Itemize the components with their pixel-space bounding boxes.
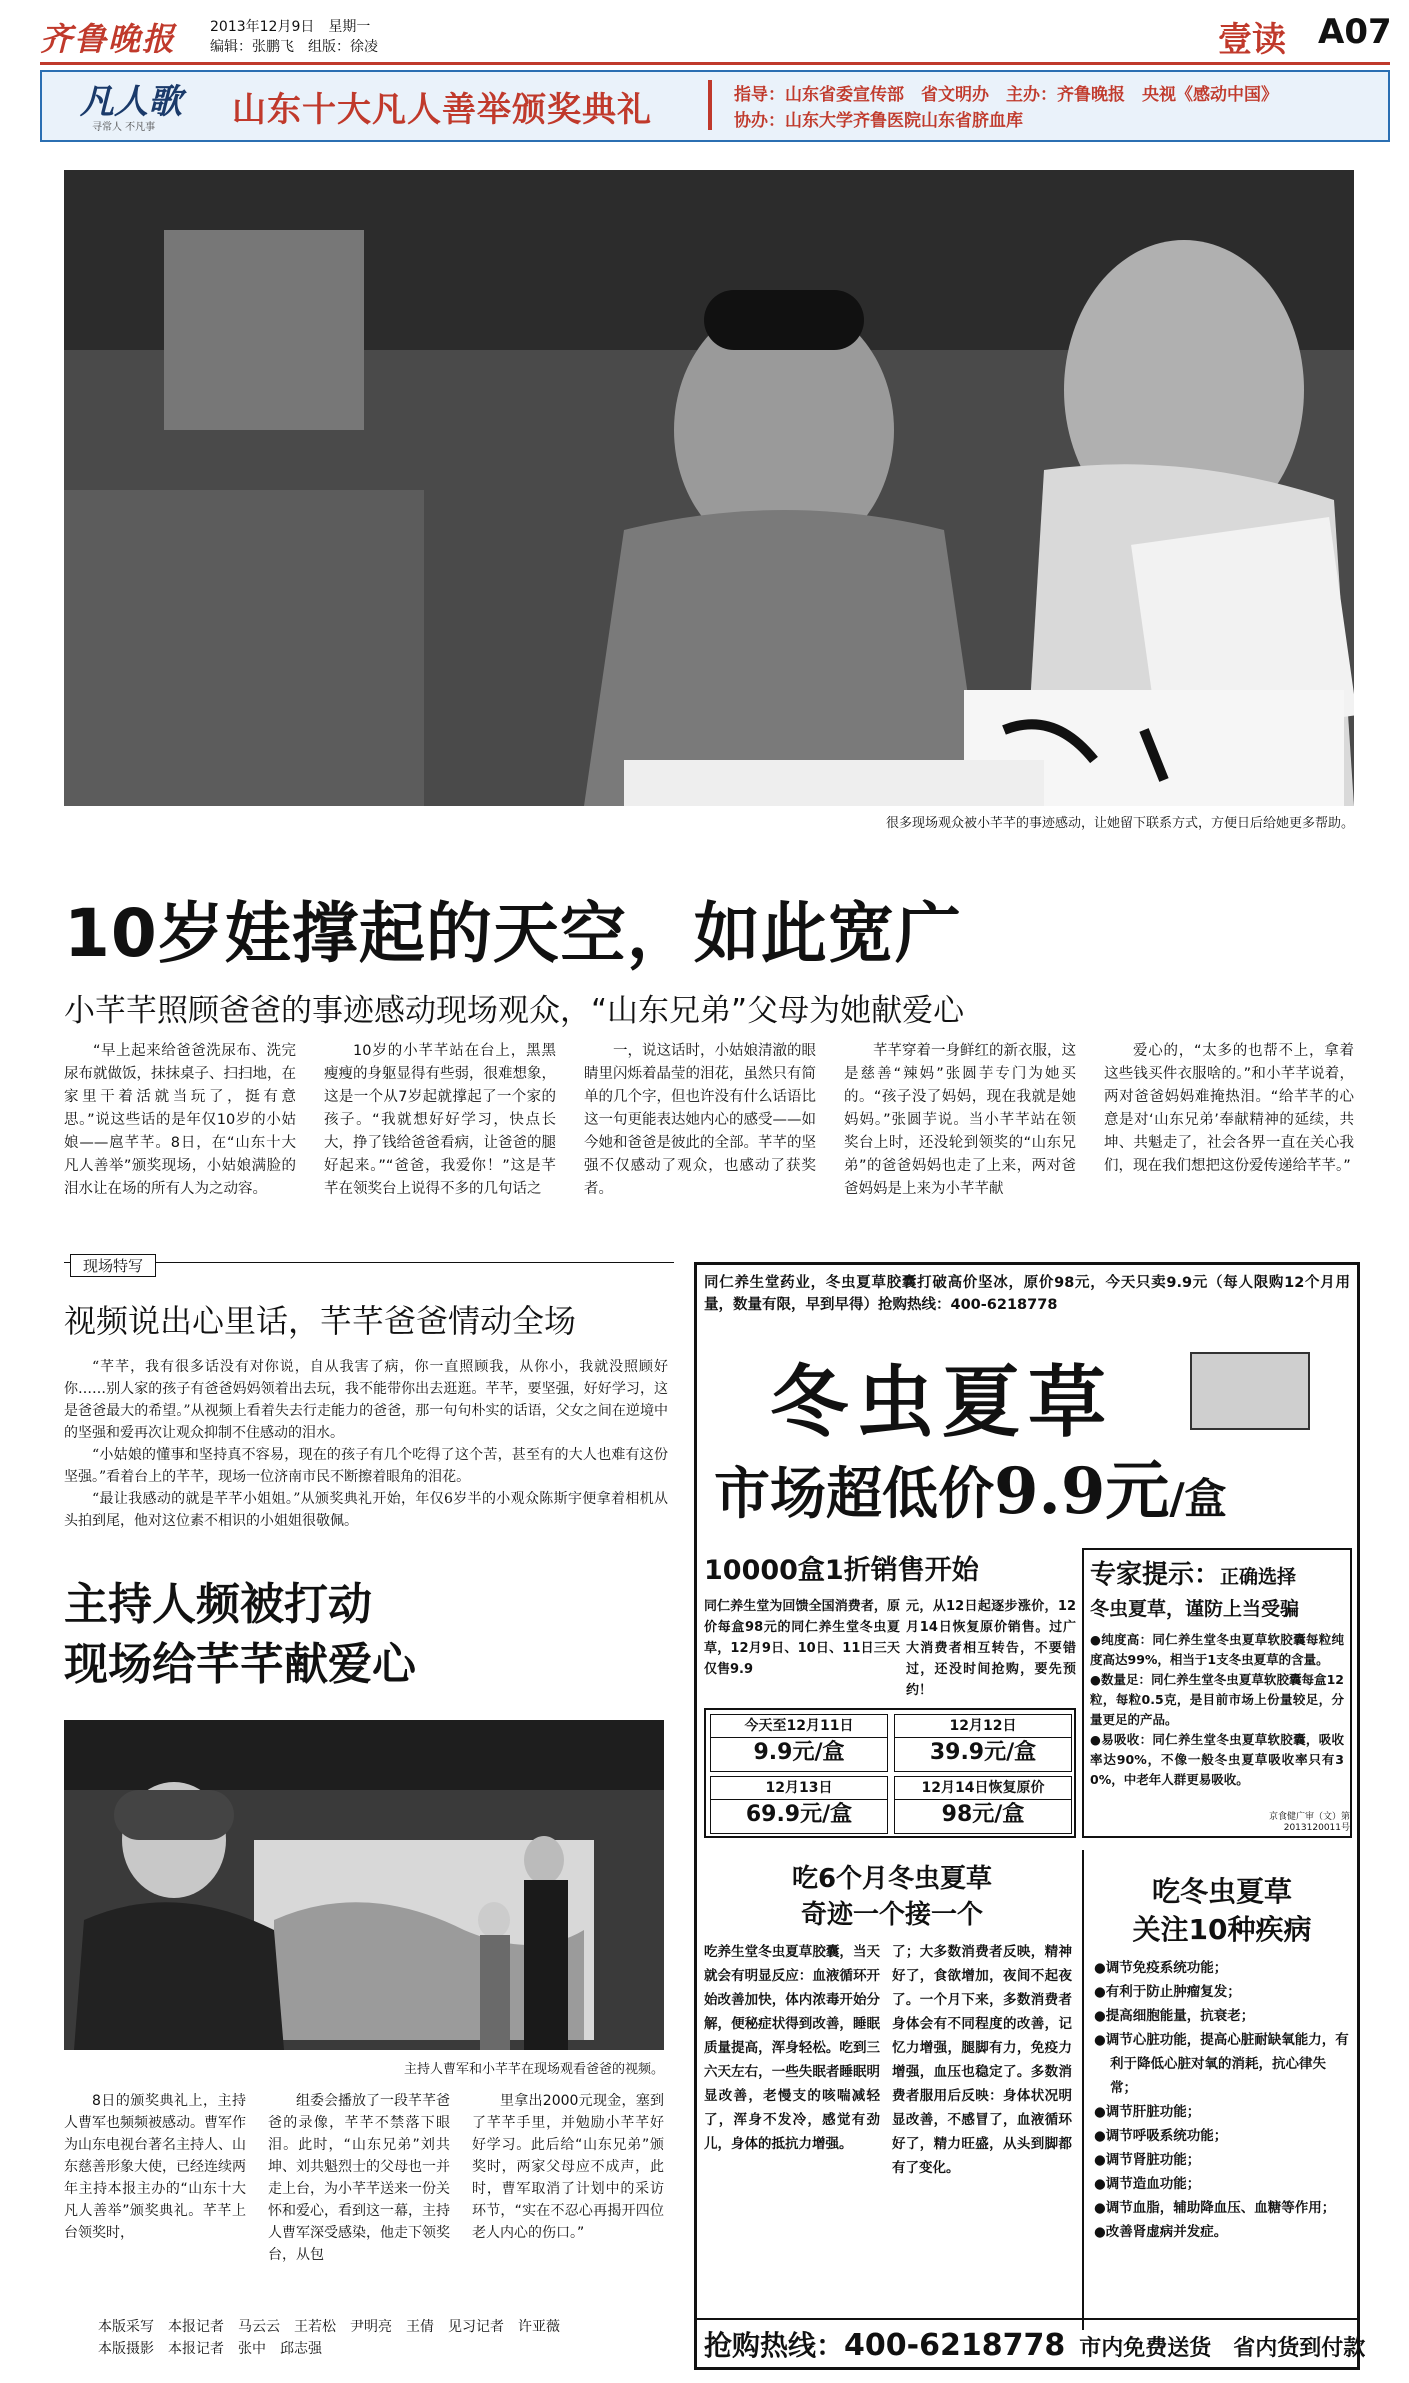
masthead-rule: [40, 62, 1390, 65]
top-photo-caption: 很多现场观众被小芊芊的事迹感动，让她留下联系方式，方便日后给她更多帮助。: [885, 816, 1354, 831]
ad-right-item: ●提高细胞能量，抗衰老；: [1094, 2008, 1255, 2024]
sidebar-body: “芊芊，我有很多话没有对你说，自从我害了病，你一直照顾我，从你小，我就没照顾好你……别人家的孩子有爸爸妈妈领着出去玩，我不能带你出去逛逛。芊芊，要坚强，好好学习，这是爸爸最大的希望。”从视频上看着失去行走能力的爸爸，那一句句朴实的话语，父女之间在逆境中的坚强和爱再次让观众抑制不住感动的泪水。 “小姑娘的懂事和坚持真不容易，现在的孩子有几个吃得了这个苦，甚至有的大人也难有这份坚强。”看着台上的芊芊，现场一位济南市民不断擦着眼角的泪花。 “最让我感动的就是芊芊小姐姐。”从颁奖典礼开始，年仅6岁半的小观众陈斯宇便拿着相机从头拍到尾，他对这位素不相识的小姐姐很敬佩。: [64, 1359, 668, 1529]
ad-promo-heading: 10000盒1折销售开始: [704, 1555, 979, 1586]
credits-line-2: 本版摄影 本报记者 张中 邱志强: [98, 2341, 322, 2357]
ad-price-value-cell: 9.9元/盒: [753, 1740, 845, 1765]
top-photo: [64, 170, 1354, 806]
ad-product-box-image: [1190, 1352, 1310, 1430]
banner-logo-sub: 寻常人 不凡事: [92, 122, 156, 133]
ad-hotline-note: 市内免费送货 省内货到付款: [1079, 2336, 1366, 2361]
ad-price-date: 今天至12月11日: [711, 1715, 887, 1738]
second-headline-line2: 现场给芊芊献爱心: [64, 1639, 416, 1690]
ad-price-cell-1: [710, 1714, 888, 1772]
ad-expert-title-sub: 正确选择: [1220, 1566, 1297, 1588]
ad-price-unit: /盒: [1169, 1474, 1227, 1523]
ad-price-table: [704, 1708, 1076, 1838]
ad-price-date: 12月12日: [895, 1715, 1071, 1738]
article-column-1: “早上起来给爸爸洗尿布、洗完尿布就做饭，抹抹桌子、扫扫地，在家里干着活就当玩了，挺有意思。”说这些话的是年仅10岁的小姑娘——扈芊芊。8日，在“山东十大凡人善举”颁奖现场，小姑娘满脸的泪水让在场的所有人为之动容。: [64, 1043, 296, 1197]
ad-hotline-number: 400-6218778: [844, 2328, 1066, 2363]
ad-left-heading-2: 奇迹一个接一个: [800, 1900, 983, 1930]
ad-price-value-cell: 69.9元/盒: [745, 1802, 853, 1827]
ad-right-item: ●调节肝脏功能；: [1094, 2104, 1201, 2120]
ad-right-heading-2: 关注10种疾病: [1132, 1913, 1312, 1946]
ad-price-value: 9.9元: [994, 1454, 1170, 1529]
article-column-4: 芊芊穿着一身鲜红的新衣服，这是慈善“辣妈”张圆芋专门为她买的。“孩子没了妈妈，现在我就是她妈妈。”张圆芋说。当小芊芊站在领奖台上时，还没轮到领奖的“山东兄弟”的爸爸妈妈也走了上来，两对爸爸妈妈是上来为小芊芊献: [844, 1043, 1076, 1197]
ad-title: 冬虫夏草: [770, 1357, 1115, 1448]
ad-right-list: [1094, 1956, 1350, 2244]
ad-promo-left: 同仁养生堂为回馈全国消费者，原价每盒98元的同仁养生堂冬虫夏草，12月9日、10日、11日三天仅售9.9: [704, 1599, 900, 1677]
ad-left-heading-1: 吃6个月冬虫夏草: [791, 1864, 993, 1894]
ad-hotline-label: 抢购热线：: [704, 2329, 845, 2362]
newspaper-logo: 齐鲁晚报: [40, 20, 177, 58]
photo-illustration: [64, 170, 1354, 806]
main-headline: 10岁娃撑起的天空，如此宽广: [64, 895, 962, 972]
ad-expert-item: ●易吸收：同仁养生堂冬虫夏草软胶囊，吸收率达90%，不像一般冬虫夏草吸收率只有30%，中老年人群更易吸收。: [1090, 1732, 1344, 1787]
ad-price-prefix: 市场超低价: [714, 1461, 994, 1527]
page-number: A07: [1318, 12, 1392, 52]
ad-right-item: ●改善肾虚病并发症。: [1094, 2224, 1228, 2240]
banner-logo: 凡人歌: [80, 82, 182, 122]
second-headline-line1: 主持人频被打动: [64, 1579, 372, 1630]
banner-sponsors-line1: 指导：山东省委宣传部 省文明办 主办：齐鲁晚报 央视《感动中国》: [734, 85, 1278, 105]
ad-right-heading-1: 吃冬虫夏草: [1151, 1875, 1292, 1908]
second-photo-illustration: [64, 1720, 664, 2050]
ad-left-column-2: 了；大多数消费者反映，精神好了，食欲增加，夜间不起夜了。一个月下来，多数消费者身体会有不同程度的改善，记忆力增强，腿脚有力，免疫力增强，血压也稳定了。多数消费者服用后反映：身体状况明显改善，不感冒了，血液循环好了，精力旺盛，从头到脚都有了变化。: [892, 1944, 1072, 2176]
ad-top-text: 同仁养生堂药业，冬虫夏草胶囊打破高价坚冰，原价98元，今天只卖9.9元（每人限购12个月用量，数量有限，早到早得）抢购热线：400-6218778: [704, 1275, 1350, 1313]
article-column-3: 一，说这话时，小姑娘清澈的眼睛里闪烁着晶莹的泪花，虽然只有简单的几个字，但也许没有什么话语比这一句更能表达她内心的感受——如今她和爸爸是彼此的全部。芊芊的坚强不仅感动了观众，也感动了获奖者。: [584, 1043, 816, 1197]
ad-hotline: [704, 2324, 1365, 2364]
ad-expert-title: [1090, 1554, 1296, 1591]
ad-promo-right: 元，从12日起逐步涨价，12月14日恢复原价销售。过广大消费者相互转告，不要错过，还没时间抢购，要先预约！: [906, 1599, 1076, 1698]
credits-line-1: 本版采写 本报记者 马云云 王若松 尹明亮 王倩 见习记者 许亚薇: [98, 2319, 560, 2335]
banner-divider: [708, 80, 712, 130]
second-column-3: 里拿出2000元现金，塞到了芊芊手里，并勉励小芊芊好好学习。此后给“山东兄弟”颁奖时，两家父母应不成声，此时，曹军取消了计划中的采访环节，“实在不忍心再揭开四位老人内心的伤口。”: [472, 2093, 664, 2241]
editor-line: 编辑：张鹏飞 组版：徐凌: [210, 39, 378, 55]
second-column-1: 8日的颁奖典礼上，主持人曹军也频频被感动。曹军作为山东电视台著名主持人、山东慈善形象大使，已经连续两年主持本报主办的“山东十大凡人善举”颁奖典礼。芊芊上台领奖时，: [64, 2093, 246, 2241]
ad-expert-item: ●数量足：同仁养生堂冬虫夏草软胶囊每盒12粒，每粒0.5克，是目前市场上份量较足，分量更足的产品。: [1090, 1672, 1344, 1727]
ad-right-item: ●调节造血功能；: [1094, 2176, 1201, 2192]
banner-title: 山东十大凡人善举颁奖典礼: [232, 90, 652, 130]
ad-right-item: ●调节血脂，辅助降血压、血糖等作用；: [1094, 2200, 1336, 2216]
ad-price-date: 12月13日: [711, 1777, 887, 1800]
ad-price-value-cell: 39.9元/盒: [929, 1740, 1037, 1765]
second-column-2: 组委会播放了一段芊芊爸爸的录像，芊芊不禁落下眼泪。此时，“山东兄弟”刘共坤、刘共魁烈士的父母也一并走上台，为小芊芊送来一份关怀和爱心，看到这一幕，主持人曹军深受感染，他走下领奖台，从包: [268, 2093, 450, 2263]
article-column-5: 爱心的，“太多的也帮不上，拿着这些钱买件衣服啥的。”和小芊芊说着，两对爸爸妈妈难掩热泪。“给芊芊的心意是对‘山东兄弟’奉献精神的延续，共坤、共魁走了，社会各界一直在关心我们，现在我们想把这份爱传递给芊芊。”: [1104, 1043, 1354, 1174]
ad-price-cell-3: [710, 1776, 888, 1834]
article-column-2: 10岁的小芊芊站在台上，黑黑瘦瘦的身躯显得有些弱，很难想象，这是一个从7岁起就撑起了一个家的孩子。“我就想好好学习，快点长大，挣了钱给爸爸看病，让爸爸的腿好起来。”“爸爸，我爱你！”这是芊芊在领奖台上说得不多的几句话之: [324, 1043, 556, 1197]
ad-left-column-1: 吃养生堂冬虫夏草胶囊，当天就会有明显反应：血液循环开始改善加快，体内浓毒开始分解，便秘症状得到改善，睡眠质量提高，浑身轻松。吃到三六天左右，一些失眠者睡眠明显改善，老慢支的咳喘减轻了，浑身不发冷，感觉有劲儿，身体的抵抗力增强。: [704, 1944, 880, 2152]
ad-price-value-cell: 98元/盒: [941, 1802, 1025, 1827]
second-photo: [64, 1720, 664, 2050]
ad-right-item: ●调节心脏功能，提高心脏耐缺氧能力，有利于降低心脏对氧的消耗，抗心律失常；: [1094, 2032, 1349, 2096]
ad-expert-item: ●纯度高：同仁养生堂冬虫夏草软胶囊每粒纯度高达99%，相当于1支冬虫夏草的含量。: [1090, 1632, 1344, 1667]
ad-approval-stamp: 京食健广审（文）第2013120011号: [1268, 1812, 1350, 1833]
ad-right-item: ●调节呼吸系统功能；: [1094, 2128, 1228, 2144]
sub-headline: 小芊芊照顾爸爸的事迹感动现场观众，“山东兄弟”父母为她献爱心: [64, 993, 965, 1029]
date-line: 2013年12月9日 星期一: [210, 19, 371, 35]
banner-sponsors-line2: 协办：山东大学齐鲁医院山东省脐血库: [734, 111, 1023, 131]
ad-right-item: ●有利于防止肿瘤复发；: [1094, 1984, 1241, 2000]
ad-price-cell-2: [894, 1714, 1072, 1772]
ad-price-line: [714, 1440, 1227, 1532]
ad-hotline-rule: [697, 2318, 1357, 2320]
ad-lower-divider: [1082, 1850, 1084, 2330]
ad-right-item: ●调节肾脏功能；: [1094, 2152, 1201, 2168]
ad-right-item: ●调节免疫系统功能；: [1094, 1960, 1228, 1976]
section-label: 壹读: [1218, 20, 1286, 60]
sidebar-headline: 视频说出心里话，芊芊爸爸情动全场: [64, 1302, 577, 1340]
ad-expert-list: [1090, 1630, 1344, 1790]
ad-expert-subtitle: 冬虫夏草，谨防上当受骗: [1090, 1598, 1300, 1620]
ad-expert-title-main: 专家提示：: [1090, 1560, 1221, 1590]
ad-price-date: 12月14日恢复原价: [895, 1777, 1071, 1800]
sidebar-tag: 现场特写: [70, 1254, 156, 1277]
ad-price-cell-4: [894, 1776, 1072, 1834]
second-photo-caption: 主持人曹军和小芊芊在现场观看爸爸的视频。: [403, 2062, 664, 2077]
